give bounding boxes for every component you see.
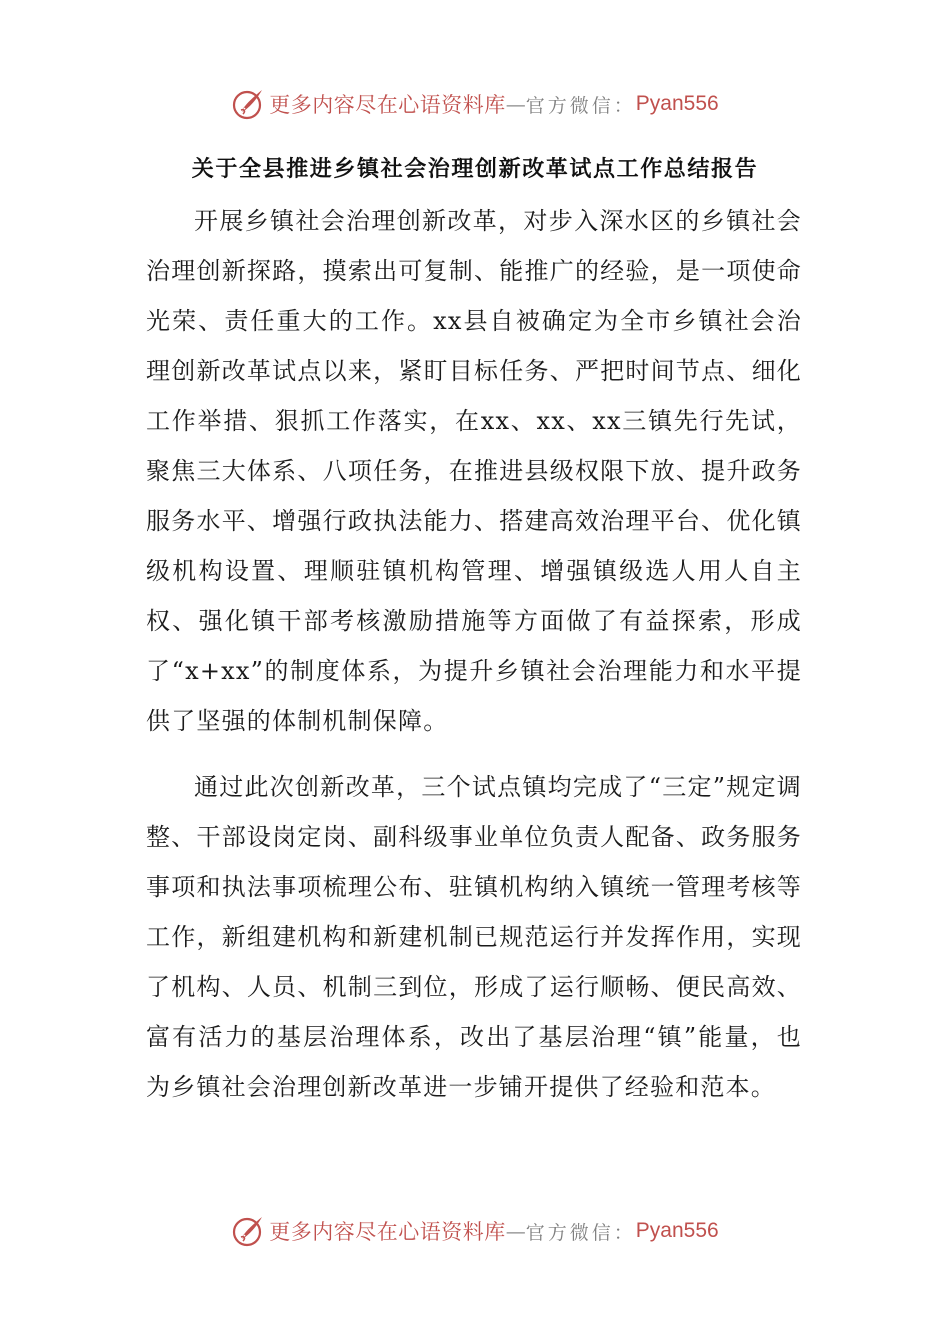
banner-brand-text: 更多内容尽在心语资料库 <box>269 1220 506 1244</box>
quill-logo-icon <box>231 87 265 121</box>
footer-banner <box>0 1211 950 1251</box>
banner-wechat-label: 官方微信： <box>525 1221 636 1244</box>
banner-separator: — <box>505 1219 526 1243</box>
header-banner <box>0 84 950 124</box>
body-paragraph-2: 通过此次创新改革，三个试点镇均完成了“三定”规定调整、干部设岗定岗、副科级事业单位负责人配备、政务服务事项和执法事项梳理公布、驻镇机构纳入镇统一管理考核等工作，新组建机构和新建机制已规范运行并发挥作用，实现了机构、人员、机制三到位，形成了运行顺畅、便民高效、富有活力的基层治理体系，改出了基层治理“镇”能量，也为乡镇社会治理创新改革进一步铺开提供了经验和范本。 <box>146 773 802 1101</box>
banner-wechat-id: Pyan556 <box>635 92 719 115</box>
document-title: 关于全县推进乡镇社会治理创新改革试点工作总结报告 <box>191 157 759 182</box>
banner-separator: — <box>505 92 526 116</box>
quill-logo-icon <box>231 1214 265 1248</box>
banner-wechat-id: Pyan556 <box>635 1219 719 1242</box>
banner-wechat-label: 官方微信： <box>525 94 636 117</box>
banner-brand-text: 更多内容尽在心语资料库 <box>269 93 506 117</box>
body-paragraph-1: 开展乡镇社会治理创新改革，对步入深水区的乡镇社会治理创新探路，摸索出可复制、能推广的经验，是一项使命光荣、责任重大的工作。xx县自被确定为全市乡镇社会治理创新改革试点以来，紧盯目标任务、严把时间节点、细化工作举措、狠抓工作落实，在xx、xx、xx三镇先行先试，聚焦三大体系、八项任务，在推进县级权限下放、提升政务服务水平、增强行政执法能力、搭建高效治理平台、优化镇级机构设置、理顺驻镇机构管理、增强镇级选人用人自主权、强化镇干部考核激励措施等方面做了有益探索，形成了“x+xx”的制度体系，为提升乡镇社会治理能力和水平提供了坚强的体制机制保障。 <box>146 207 802 735</box>
